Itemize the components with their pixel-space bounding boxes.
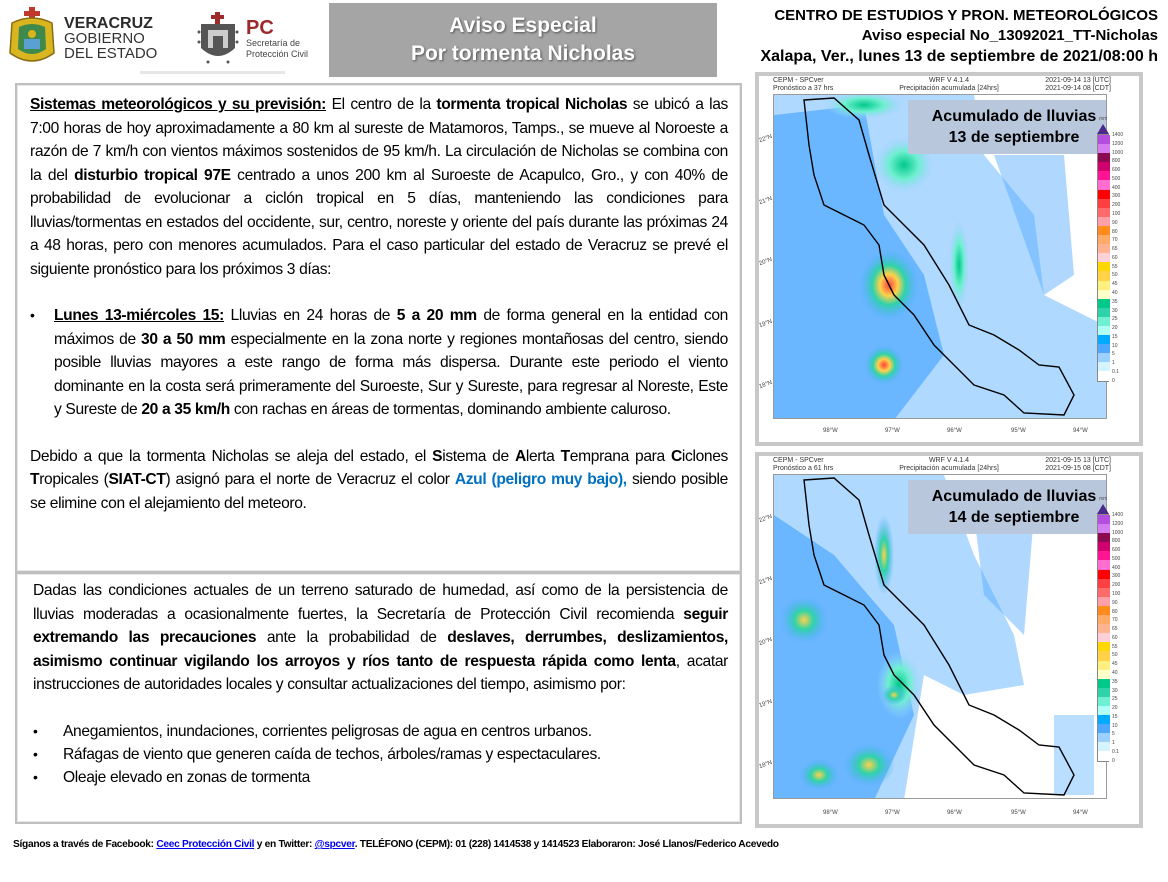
map-forecast-hours: Pronóstico a 37 hrs bbox=[773, 85, 834, 92]
text: ) asignó para el norte de Veracruz el color bbox=[165, 471, 455, 488]
scale-tick: 800 bbox=[1112, 538, 1121, 545]
scale-tick: 0.1 bbox=[1112, 368, 1119, 375]
scale-segment bbox=[1098, 235, 1110, 244]
scale-tick: 1000 bbox=[1112, 529, 1124, 536]
scale-segment bbox=[1098, 597, 1110, 606]
list-item-text: Ráfagas de viento que generen caída de techos, árboles/ramas y espectaculares. bbox=[63, 745, 601, 763]
rain-map-13-sep bbox=[755, 72, 1143, 446]
map-source: CEPM - SPCver bbox=[773, 77, 824, 84]
text: seguir extremando las precauciones bbox=[33, 605, 728, 646]
scale-segment bbox=[1098, 651, 1110, 660]
map-title bbox=[908, 480, 1107, 534]
map-title-line1: Acumulado de lluvias bbox=[931, 488, 1097, 505]
scale-tick: 25 bbox=[1112, 316, 1118, 323]
scale-tick: 50 bbox=[1112, 652, 1118, 659]
systems-paragraph bbox=[30, 93, 728, 281]
title-line1: Aviso Especial bbox=[449, 14, 597, 37]
lon-label: 94°W bbox=[1073, 810, 1088, 816]
scale-tick: 60 bbox=[1112, 254, 1118, 261]
bullet-icon: • bbox=[33, 768, 38, 785]
scale-segment bbox=[1098, 524, 1110, 533]
pc-line2: Protección Civil bbox=[246, 49, 309, 59]
scale-tick: 400 bbox=[1112, 184, 1121, 191]
scale-tick: 25 bbox=[1112, 696, 1118, 703]
lon-axis bbox=[773, 428, 1107, 438]
lon-label: 95°W bbox=[1011, 428, 1026, 434]
title-line2: Por tormenta Nicholas bbox=[410, 42, 636, 65]
scale-tick: 1400 bbox=[1112, 132, 1124, 138]
storm-name: tormenta tropical Nicholas bbox=[436, 96, 628, 113]
rain-max: 30 a 50 mm bbox=[141, 330, 226, 348]
scale-segment bbox=[1098, 281, 1110, 290]
lon-label: 96°W bbox=[947, 810, 962, 816]
disturbance-name: disturbio tropical 97E bbox=[74, 166, 231, 184]
scale-tick: 15 bbox=[1112, 713, 1118, 720]
lat-label: 19°N bbox=[758, 698, 774, 710]
scale-tick: 65 bbox=[1112, 246, 1118, 253]
recommendations-panel bbox=[15, 572, 742, 824]
scale-tick: 10 bbox=[1112, 722, 1118, 729]
lon-axis bbox=[773, 810, 1107, 820]
text: . TELÉFONO (CEPM): 01 (228) 1414538 y 1414523 Elaboraron: José Llanos/Federico Acevedo bbox=[354, 839, 779, 850]
veracruz-crest-icon bbox=[6, 7, 58, 69]
org-name: CENTRO DE ESTUDIOS Y PRON. METEOROLÓGICOS bbox=[774, 7, 1158, 24]
pc-shield-icon bbox=[196, 12, 240, 66]
scale-segment bbox=[1098, 515, 1110, 524]
facebook-link[interactable]: Ceec Protección Civil bbox=[156, 839, 255, 850]
lat-label: 22°N bbox=[758, 513, 774, 525]
scale-segment bbox=[1098, 542, 1110, 551]
lon-label: 97°W bbox=[885, 810, 900, 816]
notice-id: Aviso especial No_13092021_TT-Nicholas bbox=[861, 27, 1158, 44]
lat-label: 20°N bbox=[758, 256, 774, 268]
lon-label: 96°W bbox=[947, 428, 962, 434]
scale-segment bbox=[1098, 308, 1110, 317]
scale-tick: 0 bbox=[1112, 377, 1115, 384]
scale-segment bbox=[1098, 217, 1110, 226]
scale-tick: 500 bbox=[1112, 555, 1121, 562]
text: iclones bbox=[681, 447, 728, 465]
scale-tick: 80 bbox=[1112, 608, 1118, 615]
text: T bbox=[560, 447, 570, 465]
text: Lluvias en 24 horas de bbox=[223, 307, 397, 324]
scale-tick: 1200 bbox=[1112, 520, 1124, 527]
scale-tick: 80 bbox=[1112, 228, 1118, 235]
map-title-line1: Acumulado de lluvias bbox=[931, 108, 1097, 125]
scale-segment bbox=[1098, 262, 1110, 271]
scale-segment bbox=[1098, 271, 1110, 280]
scale-arrow-icon bbox=[1097, 504, 1109, 514]
map-product: Precipitación acumulada [24hrs] bbox=[899, 465, 999, 472]
scale-tick: 200 bbox=[1112, 202, 1121, 209]
footer bbox=[13, 839, 779, 850]
scale-segment bbox=[1098, 317, 1110, 326]
scale-tick: 100 bbox=[1112, 210, 1121, 217]
text: Debido a que la tormenta Nicholas se aleja del estado, el bbox=[30, 447, 433, 465]
scale-tick: 45 bbox=[1112, 281, 1118, 288]
scale-tick: 30 bbox=[1112, 307, 1118, 314]
list-item-text: Anegamientos, inundaciones, corrientes peligrosas de agua en centros urbanos. bbox=[63, 722, 592, 740]
scale-segment bbox=[1098, 733, 1110, 742]
scale-segment bbox=[1098, 560, 1110, 569]
scale-segment bbox=[1098, 715, 1110, 724]
scale-tick: 600 bbox=[1112, 547, 1121, 554]
scale-tick: 30 bbox=[1112, 687, 1118, 694]
scale-segment bbox=[1098, 353, 1110, 362]
gov-line3: DEL ESTADO bbox=[64, 44, 158, 62]
text: ropicales ( bbox=[39, 471, 109, 488]
scale-segment bbox=[1098, 244, 1110, 253]
map-source: CEPM - SPCver bbox=[773, 457, 824, 464]
scale-segment bbox=[1098, 162, 1110, 171]
scale-segment bbox=[1098, 570, 1110, 579]
text: centrado a unos 200 km al Suroeste de Acapulco, Gro., y con 40% de probabilidad de evolucionar a ciclón tropical en 5 días, manteniendo las condiciones para lluvias/tormentas en estados del occidente, sur, centro, noreste y oriente del país durante las próximas 24 a 48 horas, pero con menores acumulados. Para el caso particular del estado de Veracruz se prevé el siguiente pronóstico para los próximos 3 días: bbox=[30, 166, 728, 278]
scale-tick: 1200 bbox=[1112, 140, 1124, 147]
scale-tick: 90 bbox=[1112, 599, 1118, 606]
scale-segment bbox=[1098, 153, 1110, 162]
text: , acatar instrucciones de autoridades locales y consultar actualizaciones del tiempo, asimismo por: bbox=[33, 652, 728, 693]
place-date: Xalapa, Ver., lunes 13 de septiembre de 2021/08:00 h bbox=[760, 48, 1158, 65]
map-title bbox=[908, 100, 1107, 154]
lat-label: 18°N bbox=[758, 759, 774, 771]
scale-tick: 35 bbox=[1112, 298, 1118, 305]
gov-line2: GOBIERNO bbox=[64, 29, 145, 47]
scale-tick: 500 bbox=[1112, 175, 1121, 182]
scale-tick: 0 bbox=[1112, 757, 1115, 764]
scale-segment bbox=[1098, 299, 1110, 308]
scale-tick: 400 bbox=[1112, 564, 1121, 571]
lon-label: 98°W bbox=[823, 428, 838, 434]
scale-segment bbox=[1098, 606, 1110, 615]
scale-tick: 100 bbox=[1112, 590, 1121, 597]
map-title-line2: 14 de septiembre bbox=[948, 509, 1080, 526]
scale-segment bbox=[1098, 171, 1110, 180]
scale-tick: 40 bbox=[1112, 289, 1118, 296]
scale-tick: 50 bbox=[1112, 272, 1118, 279]
text: siendo posible se elimine con el alejamiento del meteoro. bbox=[30, 471, 728, 512]
scale-tick: 1400 bbox=[1112, 512, 1124, 518]
scale-tick: 1000 bbox=[1112, 149, 1124, 156]
pc-line1: Secretaría de bbox=[246, 38, 301, 48]
text: ante la probabilidad de bbox=[256, 629, 448, 646]
forecast-heading: Lunes 13-miércoles 15: bbox=[54, 307, 224, 324]
twitter-link[interactable]: @spcver bbox=[314, 839, 355, 850]
pc-abbr: PC bbox=[246, 17, 274, 39]
lon-label: 97°W bbox=[885, 428, 900, 434]
scale-segment bbox=[1098, 742, 1110, 751]
gov-name: VERACRUZ bbox=[64, 14, 153, 32]
text: istema de bbox=[442, 447, 515, 465]
scale-tick: 5 bbox=[1112, 731, 1115, 738]
map-utc: 2021-09-15 13 [UTC] bbox=[1045, 457, 1111, 464]
map-model: WRF V 4.1.4 bbox=[928, 77, 970, 84]
scale-tick: 1 bbox=[1112, 360, 1115, 367]
scale-segment bbox=[1098, 642, 1110, 651]
lon-label: 98°W bbox=[823, 810, 838, 816]
scale-tick: 300 bbox=[1112, 193, 1121, 200]
text: Síganos a través de Facebook: bbox=[13, 839, 157, 850]
siat-acronym: SIAT-CT bbox=[108, 471, 166, 488]
precipitation-color-scale bbox=[1097, 496, 1131, 794]
scale-tick: 65 bbox=[1112, 626, 1118, 633]
map-forecast-hours: Pronóstico a 61 hrs bbox=[773, 465, 834, 472]
map-product: Precipitación acumulada [24hrs] bbox=[899, 85, 999, 92]
precipitation-color-scale bbox=[1097, 116, 1131, 414]
bullet-icon: • bbox=[33, 722, 38, 739]
scale-bar bbox=[1097, 134, 1109, 382]
lat-label: 22°N bbox=[758, 133, 774, 145]
lon-label: 95°W bbox=[1011, 810, 1026, 816]
scale-tick: 70 bbox=[1112, 237, 1118, 244]
forecast-bullet bbox=[30, 304, 728, 422]
scale-tick: 300 bbox=[1112, 573, 1121, 580]
scale-tick: 20 bbox=[1112, 705, 1118, 712]
recommendations-paragraph bbox=[33, 579, 728, 697]
scale-tick: 35 bbox=[1112, 678, 1118, 685]
text: deslaves, derrumbes, deslizamientos, asimismo continuar vigilando los arroyos y ríos tanto de respuesta rápida como lenta bbox=[33, 629, 728, 670]
map-header bbox=[759, 456, 1139, 474]
bullet-icon: • bbox=[33, 745, 38, 762]
scale-units: mm bbox=[1099, 496, 1108, 502]
map-title-line2: 13 de septiembre bbox=[948, 129, 1080, 146]
bullet-icon: • bbox=[30, 307, 35, 323]
scale-bar bbox=[1097, 514, 1109, 762]
scale-segment bbox=[1098, 588, 1110, 597]
scale-tick: 70 bbox=[1112, 617, 1118, 624]
rain-map-14-sep bbox=[755, 452, 1143, 828]
scale-segment bbox=[1098, 697, 1110, 706]
text: Dadas las condiciones actuales de un terreno saturado de humedad, así como de la persistencia de lluvias moderadas a ocasionalmente fuertes, la Secretaría de Protección Civil recomienda bbox=[33, 582, 728, 623]
scale-tick: 40 bbox=[1112, 669, 1118, 676]
scale-segment bbox=[1098, 190, 1110, 199]
text: T bbox=[30, 471, 40, 488]
scale-segment bbox=[1098, 362, 1110, 371]
text: de forma general en la entidad con máximos de bbox=[54, 307, 728, 348]
scale-segment bbox=[1098, 579, 1110, 588]
systems-heading: Sistemas meteorológicos y su previsión: bbox=[30, 96, 327, 113]
scale-tick: 0.1 bbox=[1112, 748, 1119, 755]
precipitation-map bbox=[773, 94, 1107, 419]
lat-label: 20°N bbox=[758, 636, 774, 648]
scale-segment bbox=[1098, 135, 1110, 144]
lat-label: 18°N bbox=[758, 379, 774, 391]
map-header bbox=[759, 76, 1139, 94]
text: se ubicó a las 7:00 horas de hoy aproximadamente a 80 km al sureste de Matamoros, Tamps., se mueve al Noroeste a razón de 7 km/h con vientos máximos sostenidos de 95 km/h. La circulación de Nicholas se combina con la del bbox=[30, 96, 728, 184]
proteccion-civil-logo bbox=[196, 8, 324, 70]
scale-segment bbox=[1098, 371, 1110, 380]
lat-label: 21°N bbox=[758, 575, 774, 587]
text: El centro de la bbox=[326, 96, 437, 113]
header-divider bbox=[140, 71, 285, 74]
text: lerta bbox=[525, 447, 561, 465]
siat-paragraph bbox=[30, 445, 728, 516]
scale-segment bbox=[1098, 633, 1110, 642]
scale-tick: 1 bbox=[1112, 740, 1115, 747]
scale-tick: 800 bbox=[1112, 158, 1121, 165]
header-info bbox=[760, 6, 1158, 68]
scale-tick: 90 bbox=[1112, 219, 1118, 226]
text: S bbox=[432, 447, 443, 465]
scale-tick: 55 bbox=[1112, 643, 1118, 650]
scale-segment bbox=[1098, 290, 1110, 299]
scale-tick: 45 bbox=[1112, 661, 1118, 668]
list-item bbox=[33, 743, 728, 766]
text: especialmente en la zona norte y regiones montañosas del centro, siendo posible lluvias mayores a este rango de forma más dispersa. Durante este periodo el viento dominante en la costa será primeramente del Suroeste, Sur y Sureste, para regresar al Noreste, Este y Sureste de bbox=[54, 330, 728, 418]
scale-tick: 5 bbox=[1112, 351, 1115, 358]
scale-segment bbox=[1098, 624, 1110, 633]
precipitation-map bbox=[773, 474, 1107, 799]
lon-label: 94°W bbox=[1073, 428, 1088, 434]
scale-segment bbox=[1098, 253, 1110, 262]
scale-tick: 200 bbox=[1112, 582, 1121, 589]
scale-arrow-icon bbox=[1097, 124, 1109, 134]
map-model: WRF V 4.1.4 bbox=[928, 457, 970, 464]
scale-segment bbox=[1098, 706, 1110, 715]
scale-segment bbox=[1098, 344, 1110, 353]
scale-segment bbox=[1098, 751, 1110, 760]
scale-segment bbox=[1098, 724, 1110, 733]
wind-speed: 20 a 35 km/h bbox=[141, 401, 230, 418]
map-cdt: 2021-09-15 08 [CDT] bbox=[1045, 465, 1111, 472]
scale-segment bbox=[1098, 679, 1110, 688]
scale-segment bbox=[1098, 335, 1110, 344]
scale-segment bbox=[1098, 199, 1110, 208]
list-item bbox=[33, 766, 728, 789]
scale-segment bbox=[1098, 551, 1110, 560]
text: con rachas en áreas de tormentas, dominando ambiente caluroso. bbox=[229, 401, 671, 418]
scale-segment bbox=[1098, 326, 1110, 335]
scale-segment bbox=[1098, 670, 1110, 679]
text: emprana para bbox=[569, 447, 671, 465]
forecast-panel bbox=[15, 83, 742, 573]
scale-segment bbox=[1098, 208, 1110, 217]
scale-units: mm bbox=[1099, 116, 1108, 122]
scale-tick: 60 bbox=[1112, 634, 1118, 641]
scale-segment bbox=[1098, 688, 1110, 697]
scale-segment bbox=[1098, 661, 1110, 670]
notice-title-banner bbox=[329, 3, 717, 77]
alert-color: Azul (peligro muy bajo), bbox=[454, 471, 627, 488]
scale-segment bbox=[1098, 533, 1110, 542]
scale-segment bbox=[1098, 180, 1110, 189]
lat-label: 21°N bbox=[758, 195, 774, 207]
list-item-text: Oleaje elevado en zonas de tormenta bbox=[63, 768, 310, 786]
text: y en Twitter: bbox=[254, 839, 315, 850]
text: C bbox=[670, 447, 682, 465]
scale-segment bbox=[1098, 226, 1110, 235]
map-cdt: 2021-09-14 08 [CDT] bbox=[1045, 85, 1111, 92]
veracruz-government-logo bbox=[6, 6, 186, 70]
rain-general: 5 a 20 mm bbox=[396, 307, 477, 324]
scale-tick: 55 bbox=[1112, 263, 1118, 270]
lat-label: 19°N bbox=[758, 318, 774, 330]
map-utc: 2021-09-14 13 [UTC] bbox=[1045, 77, 1111, 84]
scale-tick: 10 bbox=[1112, 342, 1118, 349]
list-item bbox=[33, 720, 728, 743]
scale-tick: 20 bbox=[1112, 325, 1118, 332]
scale-segment bbox=[1098, 144, 1110, 153]
scale-segment bbox=[1098, 615, 1110, 624]
scale-tick: 600 bbox=[1112, 167, 1121, 174]
scale-tick: 15 bbox=[1112, 333, 1118, 340]
text: A bbox=[514, 447, 526, 465]
